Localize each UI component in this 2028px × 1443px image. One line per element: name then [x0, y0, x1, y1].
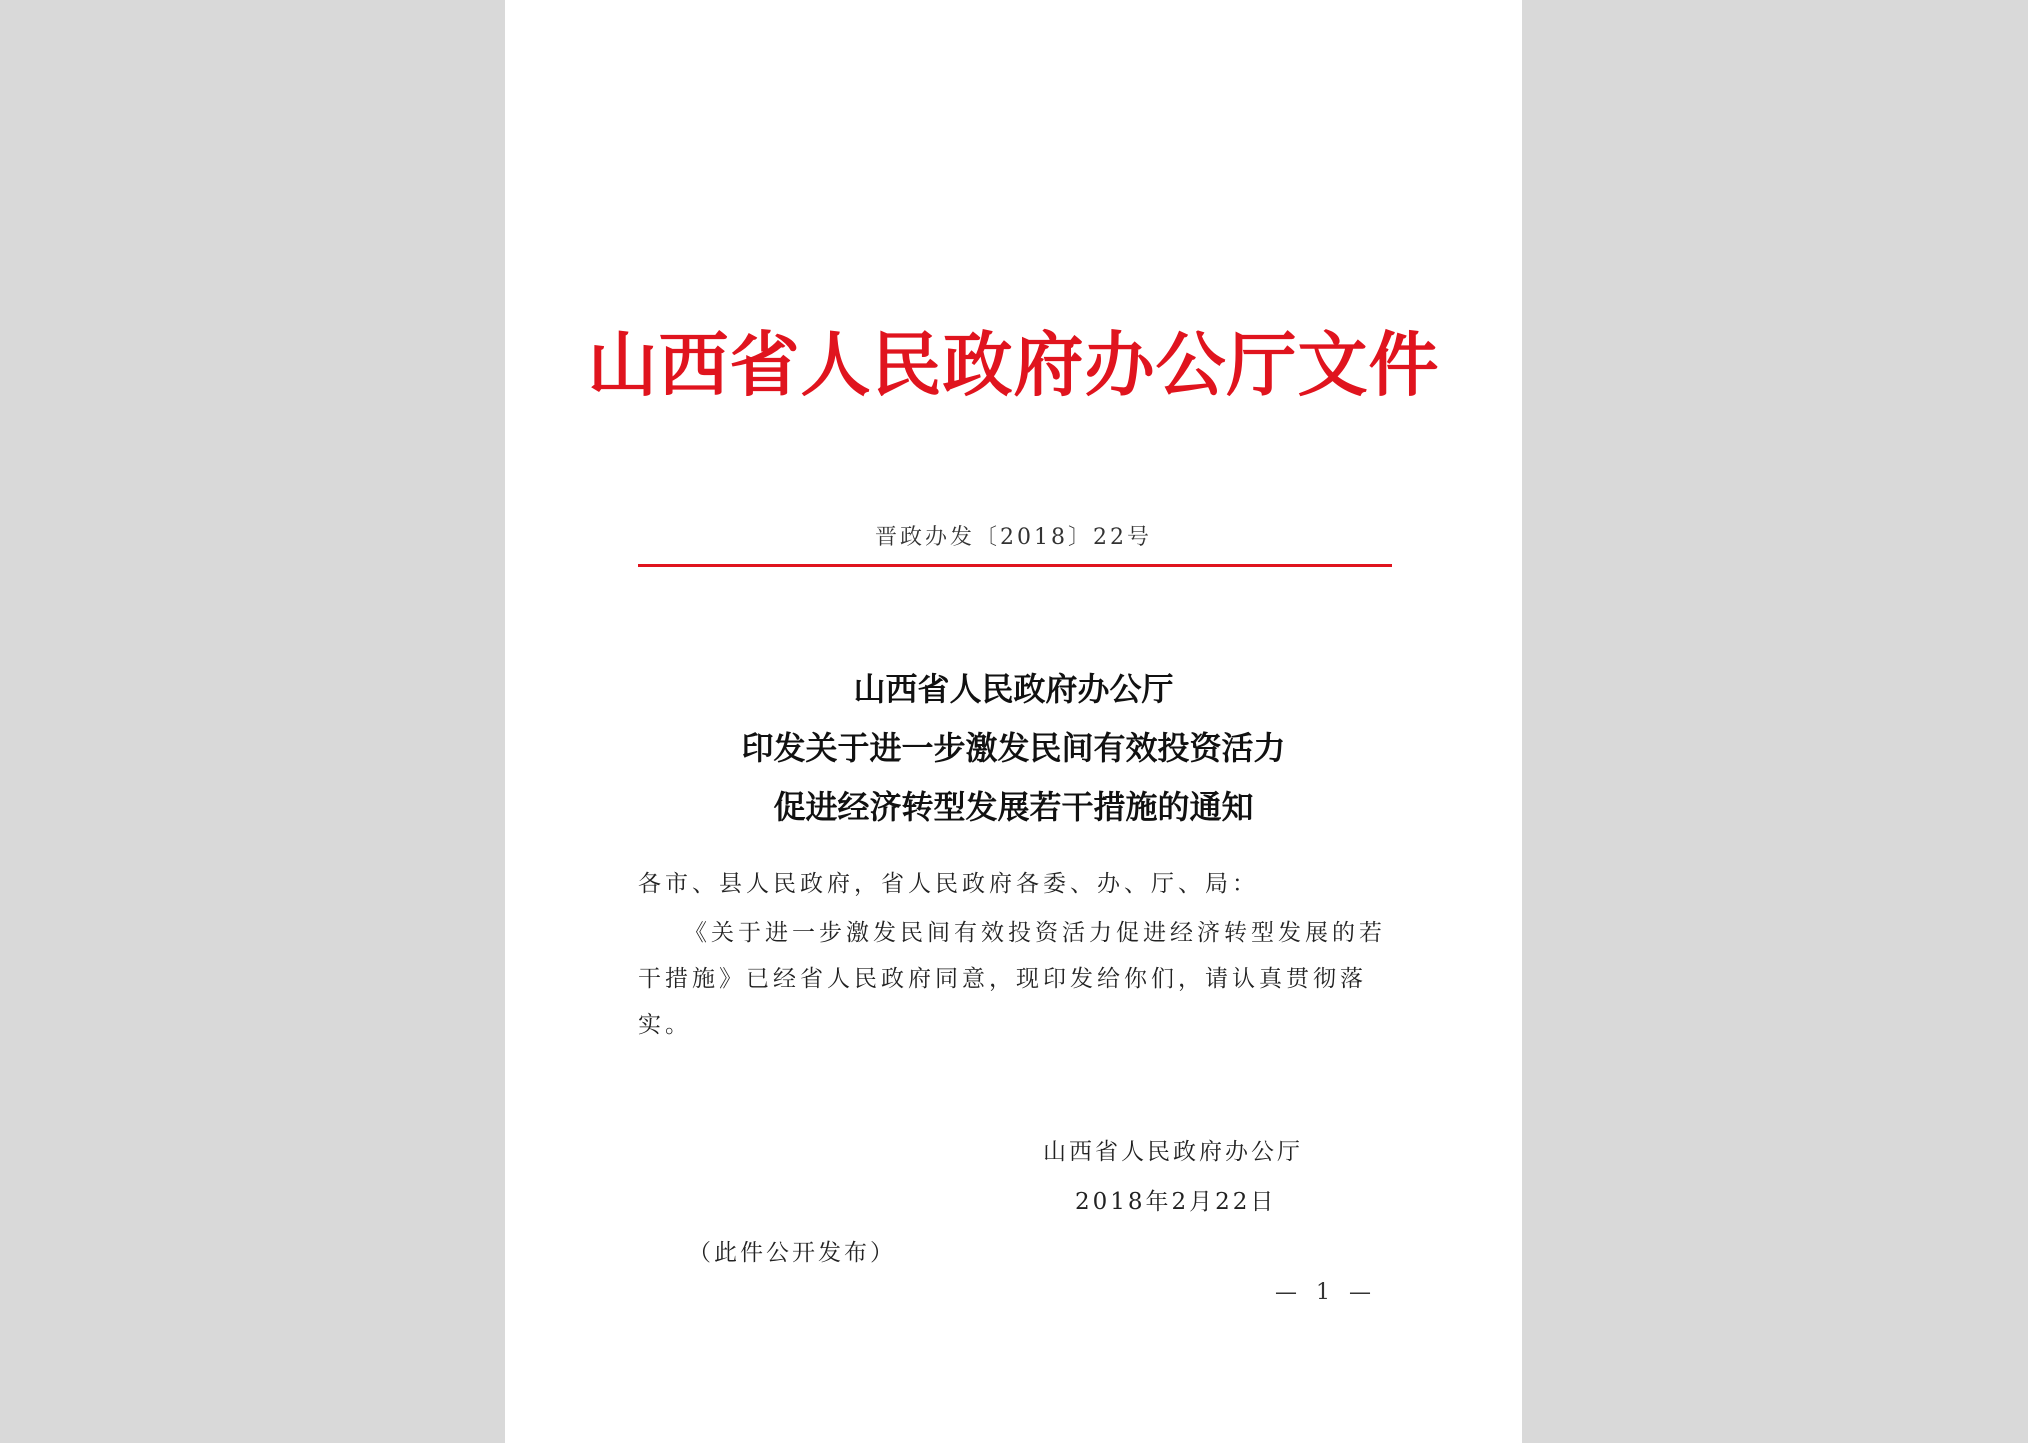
title-line: 促进经济转型发展若干措施的通知: [773, 788, 1254, 826]
body-paragraph: 《关于进一步激发民间有效投资活力促进经济转型发展的若干措施》已经省人民政府同意，现印发给你们，请认真贯彻落实。: [638, 920, 1386, 1038]
document-title: [505, 660, 1522, 837]
issue-date: 2018年2月22日: [1075, 1189, 1277, 1215]
addressee: 各市、县人民政府，省人民政府各委、办、厅、局：: [638, 871, 1259, 897]
title-line: 山西省人民政府办公厅: [853, 670, 1174, 708]
page-number: — 1 —: [1275, 1280, 1377, 1305]
document-number: 晋政办发〔2018〕22号: [875, 525, 1152, 550]
masthead: 山西省人民政府办公厅文件: [587, 323, 1440, 406]
document-page: [505, 0, 1522, 1443]
public-release-note: （此件公开发布）: [688, 1240, 896, 1266]
title-line: 印发关于进一步激发民间有效投资活力: [741, 729, 1286, 767]
issuer-signature: 山西省人民政府办公厅: [1043, 1139, 1303, 1165]
red-divider: [638, 564, 1392, 567]
